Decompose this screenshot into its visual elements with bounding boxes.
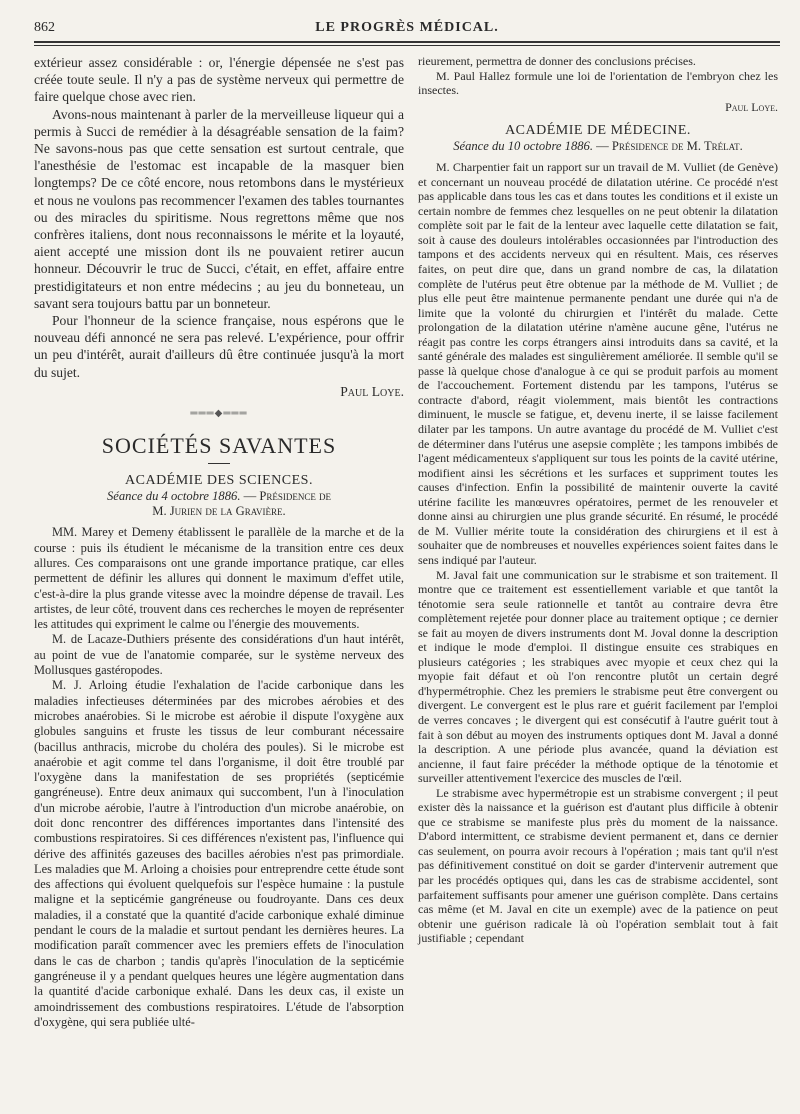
seance-presidence: — Présidence de M. Trélat. (596, 139, 743, 154)
page-header (34, 18, 780, 40)
section-rule (208, 463, 230, 464)
seance-date: Séance du 10 octobre 1886. (453, 139, 593, 154)
right-continuation: rieurement, permettra de donner des conclusions précises. (418, 54, 696, 68)
header-rule-thick (34, 41, 780, 43)
section-title: SOCIÉTÉS SAVANTES (101, 433, 337, 459)
left-paragraph: Avons-nous maintenant à parler de la merveilleuse liqueur qui a permis à Succi de remédier à la désagréable sensation de la faim? Ne savons-nous pas que cette sensation est surtout centrale, que l'anesthésie de l'estomac est incapable de la masquer bien longtemps? De ce côté encore, nous retombons dans le mystérieux et nous ne voulons pas recommencer l'examen des tables tournantes ou des miracles du spiritisme. Nous regrettons même que nos confrères italiens, dont nous reconnaissons le mérite et la loyauté, aient accepté une mission dont ils ne pouvaient retirer aucun honneur. Découvrir le truc de Succi, c'était, en effet, affaire entre prestidigitateurs et non entre médecins ; au jeu du bonneteau, un savant sera toujours battu par un bonneteur. (34, 106, 404, 311)
ornament-divider: ═══◆═══ (190, 408, 248, 420)
science-paragraph: M. J. Arloing étudie l'exhalation de l'acide carbonique dans les maladies infectieuses déterminées par des microbes aérobies et des microbes anaérobies. Si le microbe est aérobie il dispute l'oxygène aux globules sanguins et fruste les tissus de leur comburant nécessaire (bacillus anthracis, microbe du choléra des poules). Si le microbe est anaérobie et agit comme tel dans l'organisme, il doit être troublé par l'oxygène dans la manifestation de ses propriétés (septicémie gangréneuse). Entre deux animaux qui succombent, l'un à l'inoculation d'un microbe aérobie, l'autre à l'introduction d'un microbe anaérobie, on doit donc rencontrer des différences importantes dans l'intensité des combustions respiratoires. Si ces différences n'existent pas, l'influence qui dérive des affinités gazeuses des bacilles aérobies n'est pas primordiale. Les maladies que M. Arloing a choisies pour entreprendre cette étude sont des affections qui évoluent quelquefois sur l'espèce humaine : la pustule maligne et la septicémie gangréneuse ou foudroyante. Dans ces deux maladies, il a constaté que la quantité d'acide carbonique exhalé diminue pendant le cours de la maladie et surtout pendant les dernières heures. La modification paraît commencer avec les premiers effets de l'inoculation dans le cas de charbon ; tandis qu'après l'inoculation de la septicémie gangréneuse il y a pendant quelques heures une légère augmentation dans la quantité d'acide carbonique exhalé. Dans les deux cas, il existe un amoindrissement des combustions respiratoires. L'étude de l'absorption d'oxygène, qui sera publiée ulté- (34, 678, 404, 1029)
science-paragraph: MM. Marey et Demeny établissent le parallèle de la marche et de la course : puis ils étudient le mécanisme de la transition entre ces deux allures. Ces comparaisons ont une grande importance pratique, car elles permettent de définir les allures qui donnent le maximum d'effet utile, c'est-à-dire la plus grande vitesse avec la moindre dépense de travail. Les artistes, de leur côté, trouvent dans ces recherches le moyen de représenter les attitudes qui expriment le calme ou l'énergie des mouvements. (34, 525, 404, 632)
academy-title: ACADÉMIE DES SCIENCES. (125, 473, 313, 489)
seance-line (34, 489, 404, 504)
seance-presidence: — Présidence de (240, 489, 332, 504)
seance-line (418, 139, 778, 154)
right-column (418, 54, 778, 946)
page-number: 862 (34, 20, 55, 35)
header-rule-thin (34, 45, 780, 46)
signature: Paul Loye. (340, 383, 404, 399)
left-column (34, 54, 404, 1030)
signature: Paul Loye. (725, 99, 778, 114)
hallez-paragraph: M. Paul Hallez formule une loi de l'orientation de l'embryon chez les insectes. (418, 68, 778, 98)
academy-title: ACADÉMIE DE MÉDECINE. (505, 123, 691, 139)
medicine-paragraph: M. Charpentier fait un rapport sur un travail de M. Vulliet (de Genève) et concernant un nouveau procédé de dilatation utérine. Ce procédé n'est pas applicable dans tous les cas et dans toutes les conditions et il existe un certain nombre de femmes chez lesquelles on ne peut obtenir la dilatation complète soit par le fait de la lenteur avec laquelle cette dilatation se fait, soit à cause des douleurs intolérables occasionnées par l'introduction des tampons et des accidents nerveux qui en résultent. Mais, ces réserves faites, on peut dire que, dans un grand nombre de cas, la dilatation complète de l'utérus peut être obtenue par la méthode de M. Vulliet ; de plus elle peut être maintenue permanente pendant une durée qui n'a de limite que la volonté du chirurgien et l'intérêt du malade. Cette prolongation de la dilatation utérine n'amène aucune gêne, l'utérus ne réagit pas contre les corps étrangers ainsi introduits dans sa cavité, et la santé générale des malades est singulièrement améliorée. Il semble qu'il se passe là quelque chose d'analogue à ce qui se produit parfois au moment de l'accouchement. Fortement distendu par les tampons, l'utérus se contracte d'abord, réagit violemment, mais bientôt les contractions diminuent, le muscle se fatigue, et, devenu inerte, il se laisse facilement dilater par les tampons. Un autre avantage du procédé de M. Vulliet c'est de déterminer dans l'utérus une asepsie complète ; les tampons imbibés de l'agent médicamenteux s'appliquent sur tous les points de la cavité utérine, modifient ainsi les sécrétions et les surfaces et suppriment toutes les causes d'infection. Enfin la possibilité de maintenir ouverte la cavité utérine facilite les manœuvres opératoires, permet de les renouveler et donne ainsi au chirurgien une plus grande sécurité. En résumé, le procédé de M. Vullier mérite toute la considération des chirurgiens et il est à souhaiter que de nombreuses et nouvelles expériences soient faites dans le sens indiqué par l'auteur. (418, 160, 778, 567)
left-paragraph: extérieur assez considérable : or, l'énergie dépensée ne s'est pas créée toute seule. Il n'y a pas de système nerveux qui permettre de faire quelque chose avec rien. (34, 55, 404, 105)
science-paragraph: M. de Lacaze-Duthiers présente des considérations d'un haut intérêt, au point de vue de l'anatomie comparée, sur le système nerveux des Mollusques gastéropodes. (34, 632, 404, 678)
left-paragraph: Pour l'honneur de la science française, nous espérons que le nouveau défi annoncé ne sera pas relevé. L'expérience, pour offrir un peu d'intérêt, aurait d'ailleurs dû être continuée jusqu'à la mort du sujet. (34, 313, 404, 380)
seance-president: M. Jurien de la Gravière. (152, 504, 286, 519)
journal-title: LE PROGRÈS MÉDICAL. (315, 20, 499, 35)
medicine-paragraph: Le strabisme avec hypermétropie est un strabisme convergent ; il peut exister dès la naissance et la guérison est d'autant plus difficile à obtenir que ce strabisme se manifeste plus près du moment de la naissance. D'abord intermittent, ce strabisme devient permanent et, dans ce dernier cas seulement, on pourra avoir recours à l'opération ; mais tant qu'il n'est pas définitivement constitué on doit se garder d'intervenir autrement que par les procédés optiques qui, dans les cas de strabisme accidentel, sont parfaitement suffisants pour amener une guérison complète. Dans certains cas même (et M. Javal en cite un exemple) avec de la patience on peut obtenir une guérison radicale là où l'opération semblait tout à fait justifiable ; cependant (418, 785, 778, 946)
seance-date: Séance du 4 octobre 1886. (106, 489, 241, 504)
medicine-paragraph: M. Javal fait une communication sur le strabisme et son traitement. Il montre que ce traitement est essentiellement variable et que tantôt la ténotomie sera seule rationnelle et tantôt au contraire devra être complètement rejetée pour donner place au traitement optique ; ce dernier se fait au moyen de divers instruments dont M. Joval donne la description et indique le mode d'emploi. Il distingue ensuite ces strabiques en plusieurs catégories ; les strabiques avec myopie et ceux chez qui la myopie fait défaut et où l'on rencontre plutôt un certain degré d'hypermétrophie. Chez les premiers le strabisme peut être convergent ou divergent. Le convergent est le plus rare et guérit facilement par l'emploi de verres concaves ; le divergent qui est consécutif à l'autre guérit tout à fait à son début au moyen des instruments optiques dont M. Javal a donné la description. A une période plus avancée, quand la déviation est ancienne, il faut faire précéder la méthode optique de la ténotomie et surveiller attentivement l'exercice des muscles de l'œil. (418, 567, 778, 786)
